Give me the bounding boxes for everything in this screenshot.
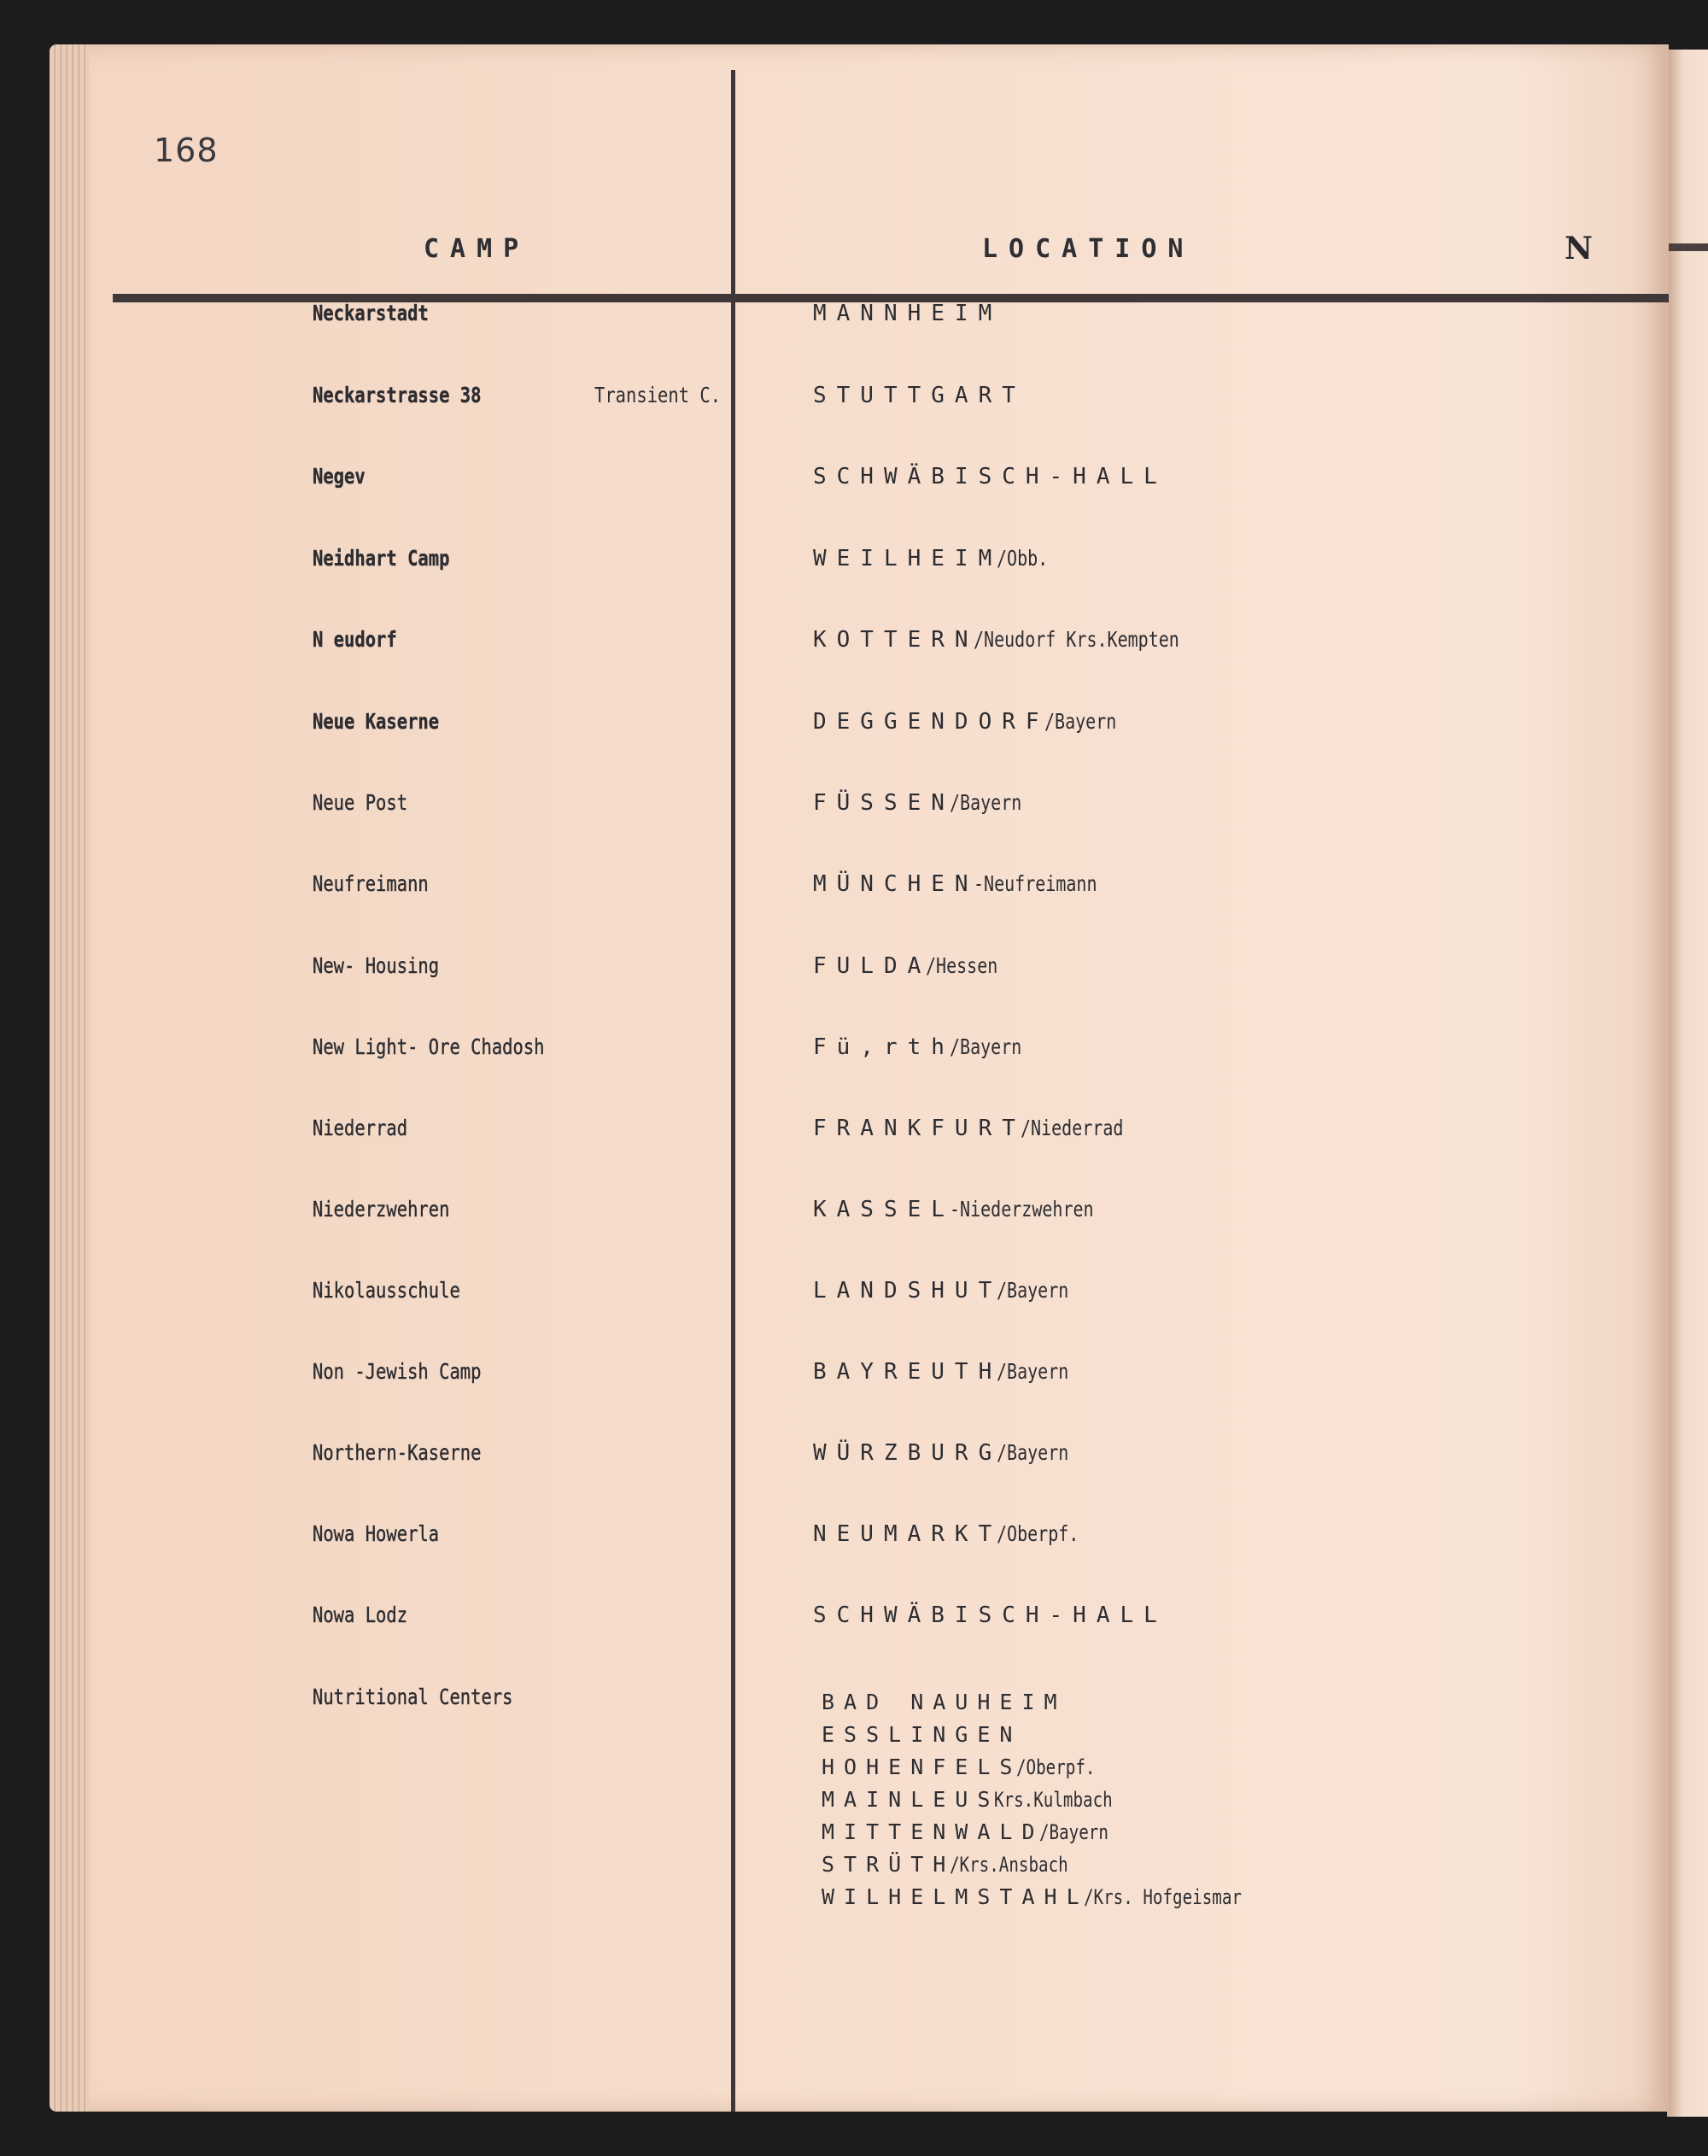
location-city: KOTTERN [813,627,979,653]
location [822,1787,1281,1819]
location [813,1602,1167,1628]
camp-name: Nikolausschule [313,1278,460,1303]
next-page-edge [1667,50,1708,2117]
location [822,1722,1281,1755]
location-suffix: /Bayern [949,790,1022,815]
camp-name: Nowa Howerla [313,1521,440,1546]
location-city: MAINLEUS [822,1787,1000,1812]
location [813,546,1062,571]
location-city: ESSLINGEN [822,1722,1022,1747]
location-suffix: /Oberpf. [1016,1755,1096,1779]
location-city: LANDSHUT [813,1278,1003,1304]
location [813,1440,1087,1466]
location [822,1755,1281,1787]
location-city: KASSEL [813,1197,955,1222]
camp-name: Neue Post [313,790,408,815]
camp-name: Neidhart Camp [313,546,450,571]
location-city: WILHELMSTAHL [822,1884,1089,1909]
location-city: MÜNCHEN [813,871,979,897]
location [822,1819,1281,1852]
location-suffix: -Neufreimann [973,871,1097,896]
location-column-header: LOCATION [982,234,1195,264]
camp-name: Nowa Lodz [313,1602,408,1627]
camp-name: New Light- Ore Chadosh [313,1034,545,1059]
ledger-page [89,44,1669,2112]
camp-name: Niederrad [313,1116,408,1140]
location-city: STUTTGART [813,383,1026,408]
location-city: FÜSSEN [813,790,955,816]
location-city: SCHWÄBISCH-HALL [813,464,1167,489]
location [813,790,1039,816]
camp-name: New- Housing [313,953,440,978]
page-number: 168 [154,132,219,169]
section-letter: N [1565,231,1593,267]
location [813,1197,1130,1222]
location-city: FULDA [813,953,932,979]
location-city: NEUMARKT [813,1521,1003,1547]
location-city: BAD NAUHEIM [822,1690,1067,1714]
next-page-rule [1667,243,1708,251]
camp-column-header: CAMP [424,234,530,264]
location-suffix: /Bayern [997,1359,1069,1384]
location [813,1278,1087,1304]
location-city: STRÜTH [822,1852,956,1877]
location-suffix: /Niederrad [1020,1116,1124,1140]
column-divider [731,70,735,2112]
location-suffix: /Bayern [997,1440,1069,1465]
location-city: Fü,rth [813,1034,955,1060]
location [813,383,1026,408]
location [813,1359,1087,1385]
location-suffix: /Bayern [949,1034,1022,1059]
location-city: DEGGENDORF [813,709,1050,735]
camp-name: Northern-Kaserne [313,1440,482,1465]
location-suffix: Krs.Kulmbach [994,1788,1114,1812]
location-city: SCHWÄBISCH-HALL [813,1602,1167,1628]
camp-name: Non -Jewish Camp [313,1359,482,1384]
nutritional-centers-locations [822,1690,1281,1917]
location [813,953,1016,979]
location [813,627,1231,653]
camp-name: Neckarstrasse 38 [313,383,482,407]
camp-name: Neue Kaserne [313,709,440,734]
location-suffix: /Hessen [926,953,998,978]
location [822,1852,1281,1884]
location-city: HOHENFELS [822,1755,1022,1779]
location-suffix: /Krs.Ansbach [950,1853,1069,1877]
camp-note: Transient C. [594,383,722,407]
location [813,1521,1100,1547]
camp-name: Neckarstadt [313,301,429,325]
location [813,301,1002,326]
camp-name: Negev [313,464,366,489]
camp-name: N eudorf [313,627,397,652]
location-suffix: /Bayern [997,1278,1069,1303]
location-suffix: /Obb. [997,546,1049,571]
location-city: WEILHEIM [813,546,1003,571]
location [813,871,1127,897]
location-city: WÜRZBURG [813,1440,1003,1466]
camp-name: Nutritional Centers [313,1684,513,1709]
location-suffix: /Oberpf. [997,1521,1079,1546]
location [813,1116,1149,1141]
location [813,1034,1039,1060]
location [813,464,1167,489]
camp-name: Niederzwehren [313,1197,450,1222]
location-suffix: /Krs. Hofgeismar [1083,1885,1242,1909]
location [813,709,1134,735]
location-city: FRANKFURT [813,1116,1026,1141]
camp-name: Neufreimann [313,871,429,896]
location-suffix: /Bayern [1038,1820,1108,1844]
location [822,1690,1281,1722]
location-suffix: /Neudorf Krs.Kempten [973,627,1179,652]
location [822,1884,1281,1917]
location-city: BAYREUTH [813,1359,1003,1385]
location-suffix: -Niederzwehren [949,1197,1094,1222]
location-suffix: /Bayern [1044,709,1116,734]
location-city: MANNHEIM [813,301,1003,326]
location-city: MITTENWALD [822,1819,1044,1844]
